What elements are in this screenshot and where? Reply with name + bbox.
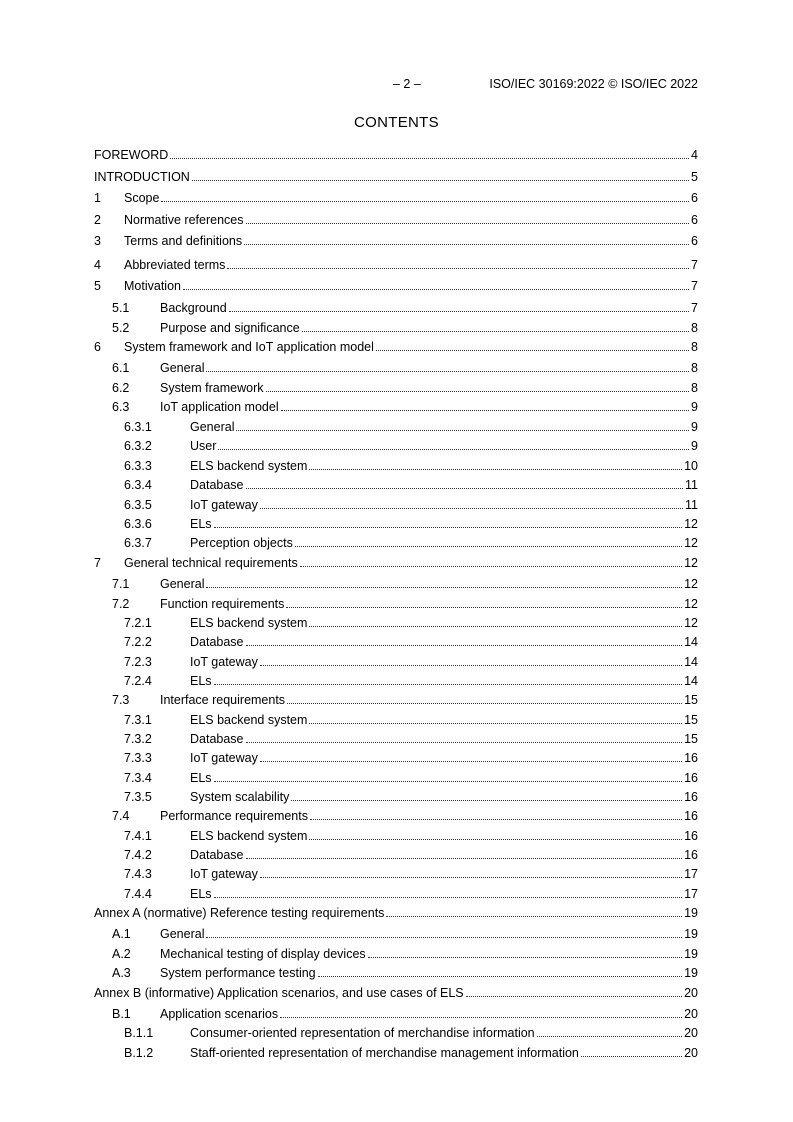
toc-entry[interactable] <box>94 789 698 805</box>
toc-dot-leader <box>206 586 682 588</box>
toc-dot-leader <box>244 243 689 245</box>
toc-entry-number: 4 <box>94 258 101 272</box>
toc-entry[interactable] <box>94 458 698 474</box>
toc-entry[interactable] <box>94 946 698 962</box>
toc-entry-page: 14 <box>684 655 698 669</box>
toc-entry[interactable] <box>94 516 698 532</box>
toc-entry-page: 10 <box>684 459 698 473</box>
toc-entry-page: 16 <box>684 848 698 862</box>
toc-entry[interactable] <box>94 615 698 631</box>
toc-entry-number: 7.3.2 <box>124 732 152 746</box>
toc-dot-leader <box>318 975 682 977</box>
toc-entry-page: 12 <box>684 556 698 570</box>
toc-entry-number: 6.3.1 <box>124 420 152 434</box>
toc-entry-title: General <box>160 927 205 941</box>
toc-entry[interactable] <box>94 808 698 824</box>
toc-entry-number: 7.4 <box>112 809 130 823</box>
toc-entry-title: Abbreviated terms <box>124 258 226 272</box>
toc-dot-leader <box>214 896 683 898</box>
toc-entry[interactable] <box>94 535 698 551</box>
toc-entry[interactable] <box>94 477 698 493</box>
toc-dot-leader <box>206 370 689 372</box>
toc-entry-page: 20 <box>684 1046 698 1060</box>
toc-entry-page: 20 <box>684 1007 698 1021</box>
toc-entry-number: 7.3.5 <box>124 790 152 804</box>
toc-entry-page: 12 <box>684 536 698 550</box>
toc-entry-title: IoT application model <box>160 400 279 414</box>
toc-entry-title: Performance requirements <box>160 809 308 823</box>
toc-entry-number: 7.2.3 <box>124 655 152 669</box>
toc-entry-number: A.1 <box>112 927 131 941</box>
toc-dot-leader <box>229 310 689 312</box>
toc-entry[interactable] <box>94 576 698 592</box>
table-of-contents <box>94 0 698 1122</box>
toc-dot-leader <box>218 448 689 450</box>
toc-entry-page: 8 <box>691 381 698 395</box>
toc-entry-title: System framework <box>160 381 264 395</box>
toc-entry[interactable] <box>94 828 698 844</box>
toc-entry-number: 7.4.4 <box>124 887 152 901</box>
toc-entry[interactable] <box>94 654 698 670</box>
toc-entry-page: 11 <box>685 498 698 512</box>
toc-entry-title: Consumer-oriented representation of merchandise information <box>190 1026 535 1040</box>
toc-entry-page: 19 <box>684 947 698 961</box>
toc-entry-title: Terms and definitions <box>124 234 243 248</box>
toc-entry[interactable] <box>94 233 698 249</box>
toc-entry-page: 8 <box>691 321 698 335</box>
toc-entry-title: Application scenarios <box>160 1007 279 1021</box>
toc-entry[interactable] <box>94 212 698 228</box>
toc-entry-number: 1 <box>94 191 101 205</box>
toc-dot-leader <box>214 526 683 528</box>
toc-entry-page: 12 <box>684 597 698 611</box>
toc-dot-leader <box>368 956 682 958</box>
toc-entry-page: 16 <box>684 829 698 843</box>
toc-entry[interactable] <box>94 750 698 766</box>
toc-entry-title: Database <box>190 732 244 746</box>
toc-entry-title: ELS backend system <box>190 829 308 843</box>
toc-entry[interactable] <box>94 300 698 316</box>
toc-entry-title: Annex B (informative) Application scenarios, and use cases of ELS <box>94 986 464 1000</box>
toc-dot-leader <box>260 664 682 666</box>
toc-entry-number: 7.2 <box>112 597 130 611</box>
toc-entry-number: 7.3.4 <box>124 771 152 785</box>
toc-entry-number: 6.3 <box>112 400 130 414</box>
toc-entry-title: FOREWORD <box>94 148 169 162</box>
toc-entry-number: 6.3.4 <box>124 478 152 492</box>
toc-entry-page: 8 <box>691 361 698 375</box>
toc-entry-number: 7.4.2 <box>124 848 152 862</box>
toc-entry[interactable] <box>94 1025 698 1041</box>
toc-entry-number: A.2 <box>112 947 131 961</box>
toc-entry[interactable] <box>94 731 698 747</box>
toc-dot-leader <box>386 915 682 917</box>
toc-entry-title: ELs <box>190 517 212 531</box>
toc-dot-leader <box>206 936 682 938</box>
toc-entry-title: Mechanical testing of display devices <box>160 947 366 961</box>
toc-entry-number: 6.3.5 <box>124 498 152 512</box>
toc-entry-page: 8 <box>691 340 698 354</box>
document-id: ISO/IEC 30169:2022 © ISO/IEC 2022 <box>489 77 698 91</box>
toc-entry-page: 20 <box>684 986 698 1000</box>
toc-entry-page: 9 <box>691 439 698 453</box>
toc-entry-number: 3 <box>94 234 101 248</box>
toc-entry[interactable] <box>94 926 698 942</box>
toc-entry-number: 7.2.1 <box>124 616 152 630</box>
toc-entry-page: 12 <box>684 517 698 531</box>
toc-entry[interactable] <box>94 965 698 981</box>
toc-entry-title: ELS backend system <box>190 459 308 473</box>
toc-entry-page: 6 <box>691 213 698 227</box>
toc-dot-leader <box>281 409 689 411</box>
toc-entry-page: 7 <box>691 258 698 272</box>
toc-entry[interactable] <box>94 380 698 396</box>
toc-dot-leader <box>302 330 689 332</box>
toc-entry-page: 7 <box>691 279 698 293</box>
toc-entry-page: 5 <box>691 170 698 184</box>
toc-entry-page: 11 <box>685 478 698 492</box>
toc-entry[interactable] <box>94 596 698 612</box>
toc-entry-title: Staff-oriented representation of merchandise management information <box>190 1046 579 1060</box>
toc-dot-leader <box>246 741 683 743</box>
toc-dot-leader <box>291 799 682 801</box>
toc-dot-leader <box>266 390 690 392</box>
toc-entry[interactable] <box>94 866 698 882</box>
toc-dot-leader <box>183 288 689 290</box>
toc-entry-number: 7.2.2 <box>124 635 152 649</box>
toc-dot-leader <box>246 857 683 859</box>
toc-entry[interactable] <box>94 886 698 902</box>
toc-entry[interactable] <box>94 360 698 376</box>
toc-entry-page: 16 <box>684 790 698 804</box>
toc-entry-title: Purpose and significance <box>160 321 300 335</box>
toc-entry-page: 16 <box>684 809 698 823</box>
toc-entry-page: 16 <box>684 771 698 785</box>
toc-dot-leader <box>309 625 682 627</box>
toc-entry-title: INTRODUCTION <box>94 170 190 184</box>
toc-entry-title: IoT gateway <box>190 867 258 881</box>
toc-dot-leader <box>309 722 682 724</box>
toc-dot-leader <box>260 876 682 878</box>
toc-dot-leader <box>309 838 682 840</box>
toc-entry-page: 15 <box>684 693 698 707</box>
toc-entry-number: 2 <box>94 213 101 227</box>
toc-entry-page: 9 <box>691 400 698 414</box>
toc-entry-title: ELs <box>190 887 212 901</box>
toc-entry[interactable] <box>94 278 698 294</box>
toc-dot-leader <box>214 780 683 782</box>
toc-entry-page: 12 <box>684 577 698 591</box>
toc-entry-title: System framework and IoT application model <box>124 340 374 354</box>
toc-dot-leader <box>537 1035 682 1037</box>
toc-dot-leader <box>214 683 683 685</box>
toc-entry-page: 15 <box>684 713 698 727</box>
toc-entry-title: Normative references <box>124 213 244 227</box>
toc-entry-title: Database <box>190 848 244 862</box>
toc-entry-number: 6.1 <box>112 361 130 375</box>
toc-entry-title: General technical requirements <box>124 556 298 570</box>
toc-entry-title: ELs <box>190 771 212 785</box>
toc-dot-leader <box>287 702 682 704</box>
toc-dot-leader <box>161 200 689 202</box>
toc-entry-title: Background <box>160 301 227 315</box>
toc-dot-leader <box>260 760 682 762</box>
toc-entry-page: 19 <box>684 966 698 980</box>
toc-entry-page: 17 <box>684 887 698 901</box>
toc-entry-page: 19 <box>684 927 698 941</box>
toc-entry[interactable] <box>94 770 698 786</box>
toc-entry-page: 7 <box>691 301 698 315</box>
toc-dot-leader <box>295 545 682 547</box>
toc-entry-page: 16 <box>684 751 698 765</box>
toc-entry-title: System performance testing <box>160 966 316 980</box>
toc-dot-leader <box>286 606 682 608</box>
toc-entry-title: IoT gateway <box>190 751 258 765</box>
toc-entry-title: General <box>190 420 235 434</box>
toc-dot-leader <box>246 487 684 489</box>
toc-entry[interactable] <box>94 712 698 728</box>
toc-entry-number: 6.3.6 <box>124 517 152 531</box>
toc-entry-number: 6.2 <box>112 381 130 395</box>
toc-entry-number: 6 <box>94 340 101 354</box>
toc-dot-leader <box>310 818 682 820</box>
toc-entry-page: 6 <box>691 234 698 248</box>
toc-entry-number: 5.1 <box>112 301 130 315</box>
toc-entry-number: 5.2 <box>112 321 130 335</box>
toc-dot-leader <box>376 349 689 351</box>
toc-entry-number: 7 <box>94 556 101 570</box>
toc-entry-page: 17 <box>684 867 698 881</box>
toc-dot-leader <box>227 267 689 269</box>
toc-entry-number: 7.1 <box>112 577 130 591</box>
toc-entry-number: B.1 <box>112 1007 131 1021</box>
toc-entry-title: User <box>190 439 217 453</box>
toc-entry-title: Scope <box>124 191 160 205</box>
toc-entry-number: 7.4.3 <box>124 867 152 881</box>
toc-entry[interactable] <box>94 905 698 921</box>
toc-entry[interactable] <box>94 190 698 206</box>
toc-entry-number: 7.2.4 <box>124 674 152 688</box>
page-number: – 2 – <box>393 77 421 91</box>
toc-entry[interactable] <box>94 692 698 708</box>
toc-entry-title: Function requirements <box>160 597 285 611</box>
toc-entry[interactable] <box>94 169 698 185</box>
toc-entry-title: ELS backend system <box>190 713 308 727</box>
toc-entry-page: 20 <box>684 1026 698 1040</box>
toc-entry-title: System scalability <box>190 790 290 804</box>
toc-entry[interactable] <box>94 147 698 163</box>
toc-entry-number: 7.3 <box>112 693 130 707</box>
toc-entry-page: 4 <box>691 148 698 162</box>
toc-dot-leader <box>170 157 689 159</box>
toc-entry-page: 19 <box>684 906 698 920</box>
toc-entry-number: 7.3.3 <box>124 751 152 765</box>
toc-entry-title: Perception objects <box>190 536 293 550</box>
toc-entry[interactable] <box>94 555 698 571</box>
toc-entry-page: 14 <box>684 674 698 688</box>
toc-dot-leader <box>236 429 689 431</box>
toc-entry-number: A.3 <box>112 966 131 980</box>
toc-entry-title: Annex A (normative) Reference testing requirements <box>94 906 385 920</box>
toc-dot-leader <box>300 565 682 567</box>
toc-entry-number: 7.4.1 <box>124 829 152 843</box>
toc-entry-title: Motivation <box>124 279 181 293</box>
toc-entry-number: 6.3.3 <box>124 459 152 473</box>
toc-dot-leader <box>280 1016 682 1018</box>
toc-entry[interactable] <box>94 438 698 454</box>
toc-dot-leader <box>192 179 689 181</box>
toc-entry-number: B.1.2 <box>124 1046 154 1060</box>
toc-entry-number: 7.3.1 <box>124 713 152 727</box>
toc-entry-title: IoT gateway <box>190 655 258 669</box>
toc-entry-title: Interface requirements <box>160 693 286 707</box>
toc-entry-page: 12 <box>684 616 698 630</box>
toc-dot-leader <box>581 1055 682 1057</box>
toc-entry-number: 6.3.7 <box>124 536 152 550</box>
toc-entry-title: Database <box>190 635 244 649</box>
toc-entry-title: General <box>160 577 205 591</box>
toc-entry[interactable] <box>94 1045 698 1061</box>
toc-entry-title: General <box>160 361 205 375</box>
toc-entry-page: 14 <box>684 635 698 649</box>
toc-entry-title: ELS backend system <box>190 616 308 630</box>
toc-entry[interactable] <box>94 673 698 689</box>
page-title: CONTENTS <box>354 114 439 131</box>
toc-entry[interactable] <box>94 399 698 415</box>
toc-entry-number: 6.3.2 <box>124 439 152 453</box>
toc-entry-title: ELs <box>190 674 212 688</box>
toc-entry-number: 5 <box>94 279 101 293</box>
toc-entry-title: IoT gateway <box>190 498 258 512</box>
toc-entry-page: 9 <box>691 420 698 434</box>
toc-dot-leader <box>246 644 683 646</box>
toc-entry[interactable] <box>94 1006 698 1022</box>
toc-entry[interactable] <box>94 257 698 273</box>
toc-dot-leader <box>466 995 682 997</box>
toc-entry-title: Database <box>190 478 244 492</box>
toc-entry[interactable] <box>94 847 698 863</box>
toc-entry[interactable] <box>94 320 698 336</box>
toc-dot-leader <box>309 468 682 470</box>
toc-entry[interactable] <box>94 634 698 650</box>
toc-entry-page: 15 <box>684 732 698 746</box>
toc-entry[interactable] <box>94 497 698 513</box>
toc-entry[interactable] <box>94 419 698 435</box>
toc-entry[interactable] <box>94 339 698 355</box>
toc-entry[interactable] <box>94 985 698 1001</box>
toc-entry-page: 6 <box>691 191 698 205</box>
toc-dot-leader <box>246 222 690 224</box>
toc-dot-leader <box>260 507 683 509</box>
toc-entry-number: B.1.1 <box>124 1026 154 1040</box>
